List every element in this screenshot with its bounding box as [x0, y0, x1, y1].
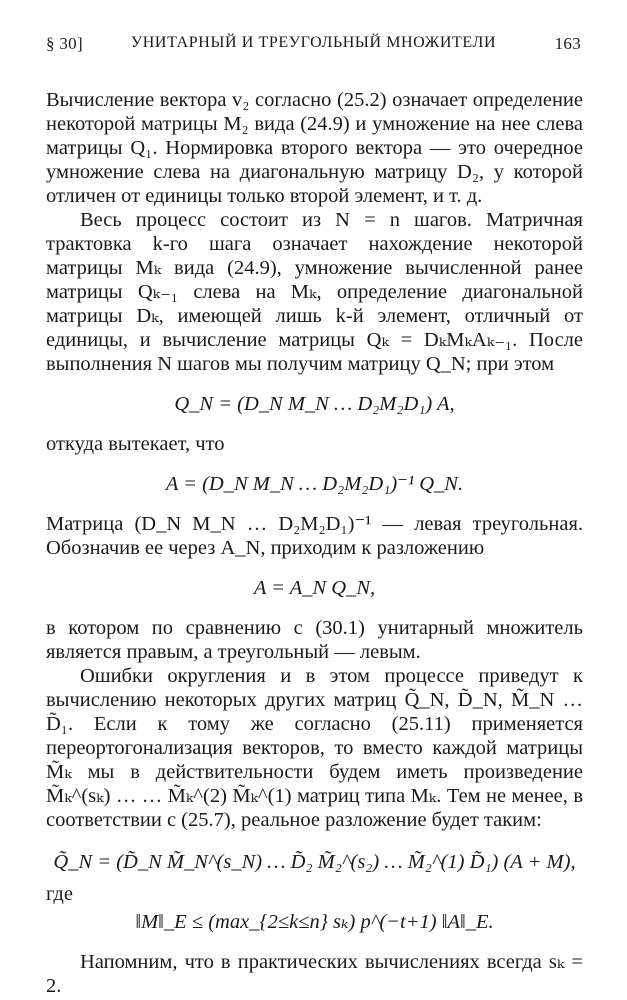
- page-body: [46, 88, 583, 998]
- page-number: 163: [554, 34, 581, 53]
- paragraph-6: Ошибки округления и в этом процессе приведут к вычислению некоторых других матриц Q̃_N, D̃_N, M̃_N … D̃₁. Если к тому же согласно (25.11) применяется переортогонализация векторов, то вместо каждой матрицы M̃ₖ мы в действительности будем иметь произведение M̃ₖ^(sₖ) … … M̃ₖ^(2) M̃ₖ^(1) матриц типа Mₖ. Тем не менее, в соответствии с (25.7), реальное разложение будет таким:: [46, 665, 583, 831]
- paragraph-8: Напомним, что в практических вычислениях всегда sₖ = 2.: [46, 951, 583, 997]
- paragraph-3: откуда вытекает, что: [46, 433, 225, 455]
- formula-1: Q_N = (D_N M_N … D₂M₂D₁) A,: [174, 393, 455, 415]
- running-header: [46, 34, 581, 56]
- paragraph-1: Вычисление вектора v₂ согласно (25.2) означает определение некоторой матрицы M₂ вида (24.9) и умножение на нее слева матрицы Q₁. Нормировка второго вектора — это очередное умножение слева на диагональную матрицу D₂, у которой отличен от единицы только второй элемент, и т. д.: [46, 89, 583, 207]
- formula-3: A = A_N Q_N,: [253, 577, 376, 599]
- formula-2: A = (D_N M_N … D₂M₂D₁)⁻¹ Q_N.: [165, 473, 464, 495]
- paragraph-7: где: [46, 883, 73, 905]
- paragraph-2: Весь процесс состоит из N = n шагов. Матричная трактовка k-го шага означает нахождение некоторой матрицы Mₖ вида (24.9), умножение вычисленной ранее матрицы Qₖ₋₁ слева на Mₖ, определение диагональной матрицы Dₖ, имеющей лишь k-й элемент, отличный от единицы, и вычисление матрицы Qₖ = DₖMₖAₖ₋₁. После выполнения N шагов мы получим матрицу Q_N; при этом: [46, 209, 583, 375]
- running-title: УНИТАРНЫЙ И ТРЕУГОЛЬНЫЙ МНОЖИТЕЛИ: [130, 34, 497, 51]
- formula-5: ‖M‖_E ≤ (max_{2≤k≤n} sₖ) p^(−t+1) ‖A‖_E.: [135, 911, 494, 933]
- paragraph-4: Матрица (D_N M_N … D₂M₂D₁)⁻¹ — левая треугольная. Обозначив ее через A_N, приходим к разложению: [46, 513, 583, 559]
- paragraph-5: в котором по сравнению с (30.1) унитарный множитель является правым, а треугольный — левым.: [46, 617, 583, 663]
- formula-4: Q̃_N = (D̃_N M̃_N^(s_N) … D̃₂ M̃₂^(s₂) … M̃₂^(1) D̃₁) (A + M),: [53, 851, 576, 873]
- section-mark: § 30]: [46, 34, 83, 53]
